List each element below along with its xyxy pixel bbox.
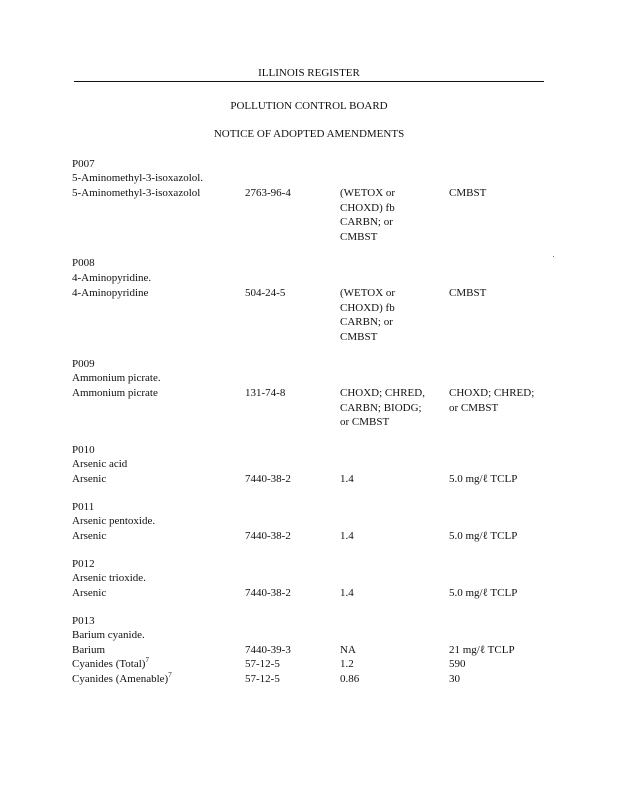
wastewater-standard: 1.4: [340, 473, 354, 485]
constituent-name: Ammonium picrate: [72, 387, 158, 399]
nonwastewater-standard: 5.0 mg/ℓ TCLP: [449, 473, 518, 485]
wastewater-standard: 1.4: [340, 530, 354, 542]
cas-number: 7440-38-2: [245, 530, 291, 542]
header-rule: [74, 81, 544, 82]
wastewater-standard: (WETOX or CHOXD) fb CARBN; or CMBST: [340, 287, 396, 343]
constituent-name: Arsenic: [72, 587, 107, 599]
nonwastewater-standard: 30: [449, 673, 460, 685]
nonwastewater-standard: 5.0 mg/ℓ TCLP: [449, 530, 518, 542]
nonwastewater-standard: 21 mg/ℓ TCLP: [449, 644, 515, 656]
wastewater-standard: NA: [340, 644, 356, 656]
nonwastewater-standard: CMBST: [449, 187, 487, 199]
constituent-name: 5-Aminomethyl-3-isoxazolol: [72, 187, 201, 199]
cas-number: 131-74-8: [245, 387, 286, 399]
cas-number: 7440-39-3: [245, 644, 291, 656]
footnote-marker: 7: [145, 656, 149, 664]
constituent-name: Barium: [72, 644, 105, 656]
nonwastewater-standard: 590: [449, 658, 466, 670]
cas-number: 504-24-5: [245, 287, 286, 299]
cas-number: 57-12-5: [245, 658, 280, 670]
cas-number: 57-12-5: [245, 673, 280, 685]
agency-title: POLLUTION CONTROL BOARD: [230, 100, 388, 112]
notice-title: NOTICE OF ADOPTED AMENDMENTS: [213, 128, 405, 140]
scan-speck: [553, 256, 554, 257]
document-page: ILLINOIS REGISTER POLLUTION CONTROL BOARD NOTICE OF ADOPTED AMENDMENTS P007 5-Aminomethyl-3-isoxazolol. 5-Aminomethyl-3-isoxazolol 2763-96-4 (WETOX or CHOXD) fb CARBN; or CMBST CMBST P008 4-Aminopyridine. 4-Aminopyridine 504-24-5 (WETOX or CHOXD) fb CARBN; or CMBST CMBST P009 Ammonium picrate. Ammonium picrate 131-74-8 CHOXD; CHRED, CARBN; BIODG; or CMBST CHOXD; CHRED; or CMBST P010 Arsenic acid Arsenic 7440-38-2 1.4 5.0 mg/ℓ TCLP P011 Arsenic pentoxide. Arsenic 7440-38-2 1.4 5.0 mg/ℓ TCLP P012 Arsenic trioxide. Arsenic 7440-38-2 1.4 5.0 mg/ℓ TCLP P013 Barium cyanide. Barium 7440-39-3 NA 21 mg/ℓ TCLP Cyanides (Total)$^7$ 57-12-5 1.2 590 Cyanides (Amenable)$^7$ 57-12-5 0.86 30: [0, 0, 618, 800]
wastewater-standard: (WETOX or CHOXD) fb CARBN; or CMBST: [340, 187, 396, 243]
wastewater-standard: 1.2: [340, 658, 354, 670]
cas-number: 7440-38-2: [245, 587, 291, 599]
cas-number: 7440-38-2: [245, 473, 291, 485]
register-header: ILLINOIS REGISTER: [258, 67, 360, 79]
constituent-name: Cyanides (Amenable)$^7$: [72, 671, 172, 685]
footnote-marker: 7: [168, 671, 172, 679]
nonwastewater-standard: CMBST: [449, 287, 487, 299]
wastewater-standard: 0.86: [340, 673, 360, 685]
constituent-name: Cyanides (Total)$^7$: [72, 656, 149, 670]
nonwastewater-standard: 5.0 mg/ℓ TCLP: [449, 587, 518, 599]
nonwastewater-standard: CHOXD; CHRED; or CMBST: [449, 387, 535, 414]
constituent-name: Arsenic: [72, 473, 107, 485]
constituent-name: 4-Aminopyridine: [72, 287, 149, 299]
wastewater-standard: CHOXD; CHRED, CARBN; BIODG; or CMBST: [340, 387, 425, 428]
cas-number: 2763-96-4: [245, 187, 291, 199]
wastewater-standard: 1.4: [340, 587, 354, 599]
constituent-name: Arsenic: [72, 530, 107, 542]
